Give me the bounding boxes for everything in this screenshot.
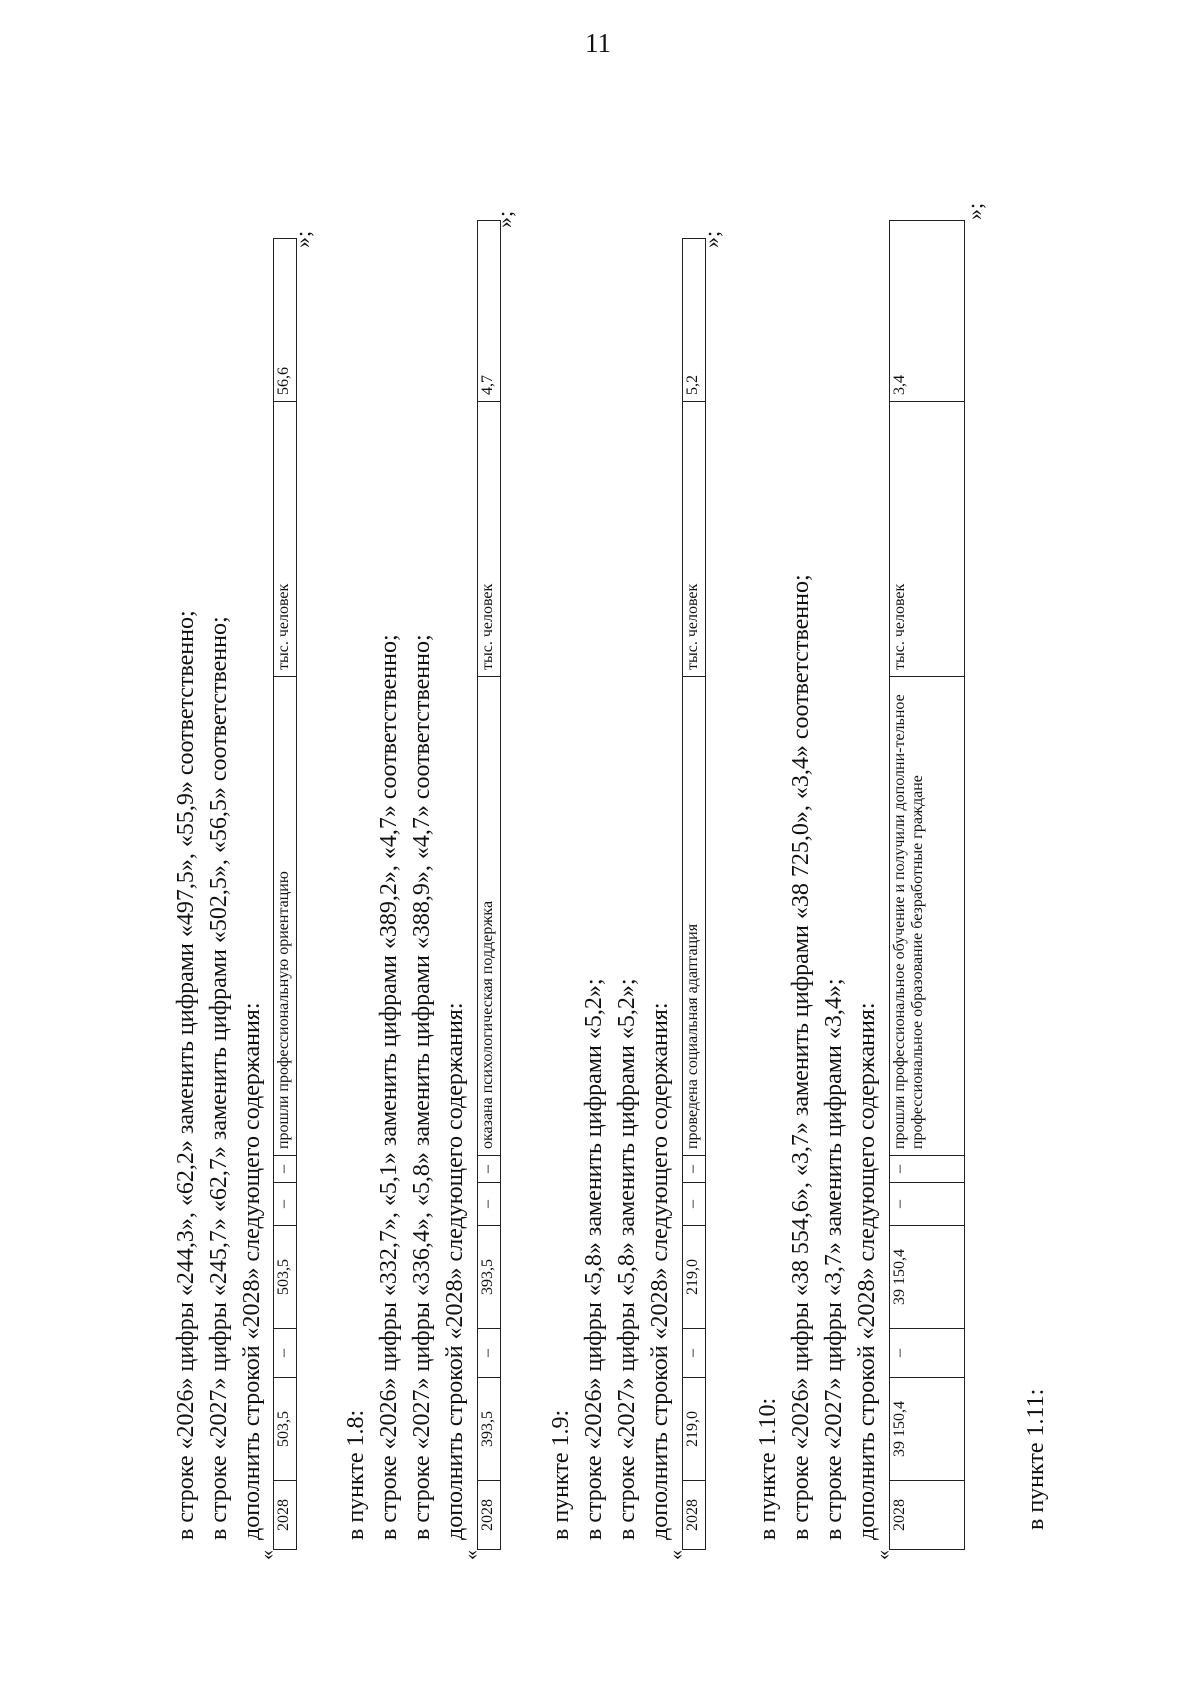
text-line: в пункте 1.11: xyxy=(1023,1388,1049,1530)
text-line: дополнить строкой «2028» следующего содержания: xyxy=(854,1002,880,1540)
cell-unit: тыс. человек xyxy=(274,402,297,677)
open-quote: « xyxy=(665,1550,687,1560)
text-line: в пункте 1.8: xyxy=(343,1409,369,1540)
text-line: в строке «2027» цифры «5,8» заменить цифрами «5,2»; xyxy=(614,978,640,1540)
text-line: в строке «2026» цифры «38 554,6», «3,7» заменить цифрами «38 725,0», «3,4» соответственно; xyxy=(788,574,814,1540)
cell-value: 503,5 xyxy=(274,1226,297,1329)
cell-year: 2028 xyxy=(890,1481,965,1550)
cell-value: – xyxy=(683,1329,706,1378)
cell-value: 393,5 xyxy=(478,1378,501,1481)
cell-description: прошли профессиональную ориентацию xyxy=(274,677,297,1156)
close-quote: »; xyxy=(699,230,724,248)
document-body xyxy=(170,60,1070,1560)
section-1 xyxy=(170,60,315,1560)
text-line: в строке «2026» цифры «332,7», «5,1» заменить цифрами «389,2», «4,7» соответственно; xyxy=(376,634,402,1540)
cell-value: – xyxy=(478,1183,501,1226)
text-line: дополнить строкой «2028» следующего содержания: xyxy=(442,1002,468,1540)
cell-value: – xyxy=(274,1156,297,1183)
close-quote: »; xyxy=(290,230,315,248)
section-3 xyxy=(545,60,724,1560)
text-line: в строке «2027» цифры «245,7» «62,7» заменить цифрами «502,5», «56,5» соответственно; xyxy=(206,616,232,1540)
cell-value: 39 150,4 xyxy=(890,1226,965,1329)
cell-description: прошли профессиональное обучение и получили дополни-тельное профессиональное образование безработные граждане xyxy=(890,677,965,1156)
cell-indicator: 56,6 xyxy=(274,239,297,402)
cell-value: – xyxy=(890,1329,965,1378)
text-line: в строке «2027» цифры «3,7» заменить цифрами «3,4»; xyxy=(821,978,847,1540)
open-quote: « xyxy=(460,1550,482,1560)
cell-value: – xyxy=(274,1329,297,1378)
cell-value: – xyxy=(478,1156,501,1183)
cell-year: 2028 xyxy=(274,1481,297,1550)
table-row xyxy=(477,220,501,1550)
cell-value: – xyxy=(890,1183,965,1226)
cell-value: – xyxy=(478,1329,501,1378)
cell-year: 2028 xyxy=(478,1481,501,1550)
open-quote: « xyxy=(872,1550,894,1560)
text-line: в строке «2027» цифры «336,4», «5,8» заменить цифрами «388,9», «4,7» соответственно; xyxy=(409,634,435,1540)
close-quote: »; xyxy=(962,202,987,220)
text-line: в строке «2026» цифры «244,3», «62,2» заменить цифрами «497,5», «55,9» соответственно; xyxy=(173,610,199,1540)
text-line: в пункте 1.9: xyxy=(548,1409,574,1540)
section-5 xyxy=(1020,60,1053,1540)
cell-indicator: 3,4 xyxy=(890,221,965,402)
cell-value: 219,0 xyxy=(683,1378,706,1481)
section-4 xyxy=(752,60,987,1560)
cell-value: – xyxy=(683,1156,706,1183)
page-number: 11 xyxy=(585,28,611,58)
cell-description: оказана психологическая поддержка xyxy=(478,677,501,1156)
cell-value: 39 150,4 xyxy=(890,1378,965,1481)
cell-unit: тыс. человек xyxy=(890,402,965,677)
text-line: в строке «2026» цифры «5,8» заменить цифрами «5,2»; xyxy=(581,978,607,1540)
cell-value: – xyxy=(683,1183,706,1226)
cell-value: – xyxy=(890,1156,965,1183)
close-quote: »; xyxy=(492,210,517,228)
table-row xyxy=(682,238,706,1550)
table-row xyxy=(889,220,965,1550)
cell-description: проведена социальная адаптация xyxy=(683,677,706,1156)
cell-unit: тыс. человек xyxy=(478,402,501,677)
text-line: дополнить строкой «2028» следующего содержания: xyxy=(239,1002,265,1540)
cell-unit: тыс. человек xyxy=(683,402,706,677)
cell-value: – xyxy=(274,1183,297,1226)
cell-value: 219,0 xyxy=(683,1226,706,1329)
cell-indicator: 4,7 xyxy=(478,221,501,402)
table-row xyxy=(273,238,297,1550)
section-2 xyxy=(340,60,517,1560)
cell-value: 503,5 xyxy=(274,1378,297,1481)
open-quote: « xyxy=(256,1550,278,1560)
text-line: дополнить строкой «2028» следующего содержания: xyxy=(647,1002,673,1540)
cell-year: 2028 xyxy=(683,1481,706,1550)
cell-indicator: 5,2 xyxy=(683,239,706,402)
cell-value: 393,5 xyxy=(478,1226,501,1329)
text-line: в пункте 1.10: xyxy=(755,1397,781,1540)
